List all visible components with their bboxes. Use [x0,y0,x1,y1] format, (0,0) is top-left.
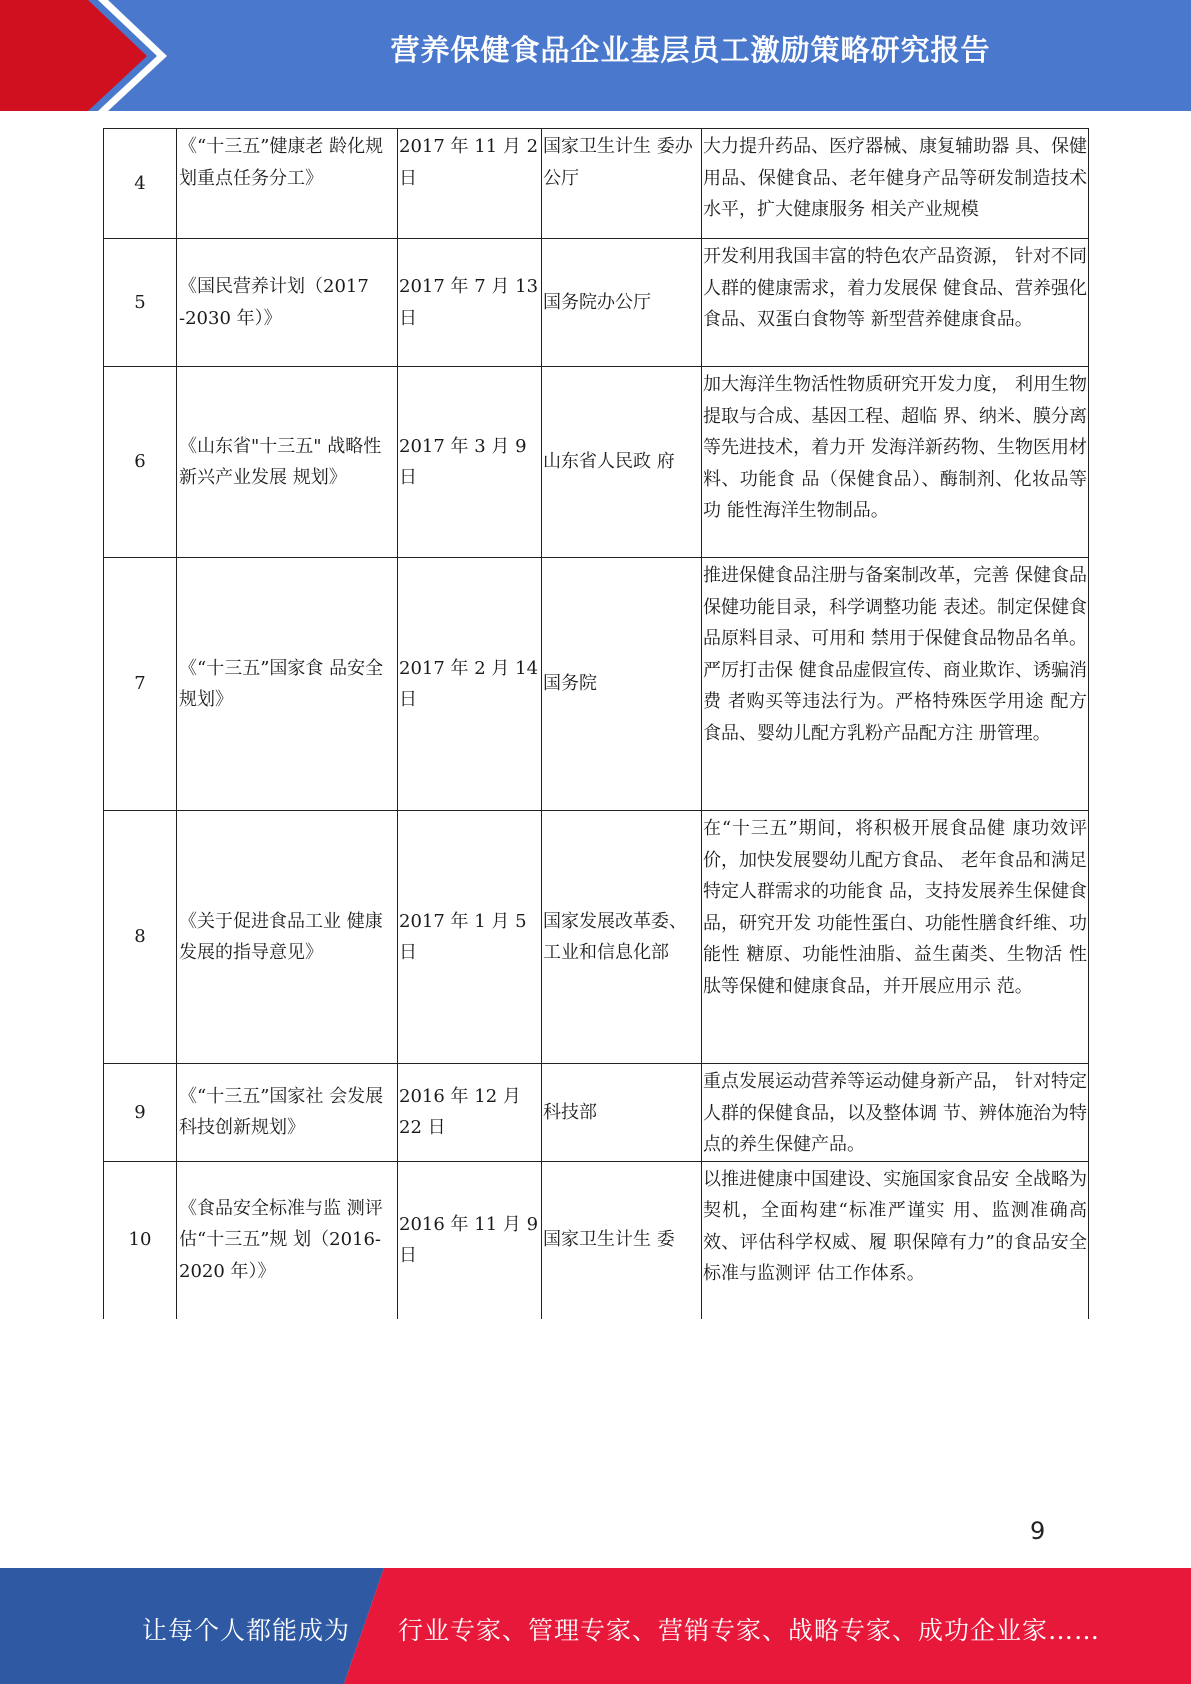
issuing-body: 国家卫生计生 委 [542,1161,702,1319]
issuing-body: 国家发展改革委、工业和信息化部 [542,811,702,1064]
policy-content: 加大海洋生物活性物质研究开发力度， 利用生物提取与合成、基因工程、超临 界、纳米、膜分离等先进技术，着力开 发海洋新药物、生物医用材料、功能食 品（保健食品）、酶制剂、化妆品等功 能性海洋生物制品。 [702,367,1089,558]
page-number: 9 [1030,1517,1046,1545]
issue-date: 2017 年 11 月 2 日 [398,129,542,239]
policy-content: 重点发展运动营养等运动健身新产品， 针对特定人群的保健食品，以及整体调 节、辨体施治为特点的养生保健产品。 [702,1064,1089,1162]
table-row [104,1064,1089,1162]
row-number: 10 [104,1161,177,1319]
policy-table [103,128,1089,1319]
footer-slogan-left: 让每个人都能成为 [142,1616,351,1645]
issuing-body: 山东省人民政 府 [542,367,702,558]
issuing-body: 国务院 [542,558,702,811]
issue-date: 2016 年 12 月 22 日 [398,1064,542,1162]
policy-title: 《食品安全标准与监 测评估“十三五”规 划（2016-2020 年）》 [177,1161,398,1319]
row-number: 6 [104,367,177,558]
table-row [104,367,1089,558]
issue-date: 2017 年 1 月 5 日 [398,811,542,1064]
policy-content: 开发利用我国丰富的特色农产品资源， 针对不同人群的健康需求，着力发展保 健食品、营养强化食品、双蛋白食物等 新型营养健康食品。 [702,239,1089,367]
policy-content-text: 大力提升药品、医疗器械、康复辅助器 具、保健用品、保健食品、老年健身产品等研发制造技术水平，扩大健康服务 相关产业规模 [703,136,1087,220]
row-number: 5 [104,239,177,367]
policy-title: 《“十三五”健康老 龄化规划重点任务分工》 [177,129,398,239]
policy-title: 《关于促进食品工业 健康发展的指导意见》 [177,811,398,1064]
policy-title: 《山东省"十三五" 战略性新兴产业发展 规划》 [177,367,398,558]
policy-title: 《“十三五”国家食 品安全规划》 [177,558,398,811]
page-footer [0,1568,1191,1684]
issue-date: 2017 年 3 月 9 日 [398,367,542,558]
policy-title: 《“十三五”国家社 会发展科技创新规划》 [177,1064,398,1162]
issue-date: 2017 年 7 月 13 日 [398,239,542,367]
page-header [0,0,1191,111]
row-number: 7 [104,558,177,811]
header-title: 营养保健食品企业基层员工激励策略研究报告 [390,33,991,67]
table-row [104,129,1089,239]
header-arrow-decoration [0,0,180,111]
table-row [104,558,1089,811]
table-row [104,239,1089,367]
issuing-body: 国务院办公厅 [542,239,702,367]
policy-content: 在“十三五”期间，将积极开展食品健 康功效评价，加快发展婴幼儿配方食品、 老年食品和满足特定人群需求的功能食 品，支持发展养生保健食品，研究开发 功能性蛋白、功能性膳食纤维、功能性 糖原、功能性油脂、益生菌类、生物活 性肽等保健和健康食品，并开展应用示 范。 [702,811,1089,1064]
issue-date: 2016 年 11 月 9 日 [398,1161,542,1319]
row-number: 9 [104,1064,177,1162]
policy-title: 《国民营养计划（2017 -2030 年）》 [177,239,398,367]
table-row [104,1161,1089,1319]
issue-date: 2017 年 2 月 14 日 [398,558,542,811]
row-number: 8 [104,811,177,1064]
issuing-body: 科技部 [542,1064,702,1162]
policy-content [702,129,1089,239]
row-number: 4 [104,129,177,239]
policy-content: 推进保健食品注册与备案制改革，完善 保健食品保健功能目录，科学调整功能 表述。制定保健食品原料目录、可用和 禁用于保健食品物品名单。严厉打击保 健食品虚假宣传、商业欺诈、诱骗消费 者购买等违法行为。严格特殊医学用途 配方食品、婴幼儿配方乳粉产品配方注 册管理。 [702,558,1089,811]
issuing-body: 国家卫生计生 委办公厅 [542,129,702,239]
table-row [104,811,1089,1064]
policy-content: 以推进健康中国建设、实施国家食品安 全战略为契机，全面构建“标准严谨实 用、监测准确高效、评估科学权威、履 职保障有力”的食品安全标准与监测评 估工作体系。 [702,1161,1089,1319]
footer-slogan-right: 行业专家、管理专家、营销专家、战略专家、成功企业家…… [398,1616,1101,1645]
